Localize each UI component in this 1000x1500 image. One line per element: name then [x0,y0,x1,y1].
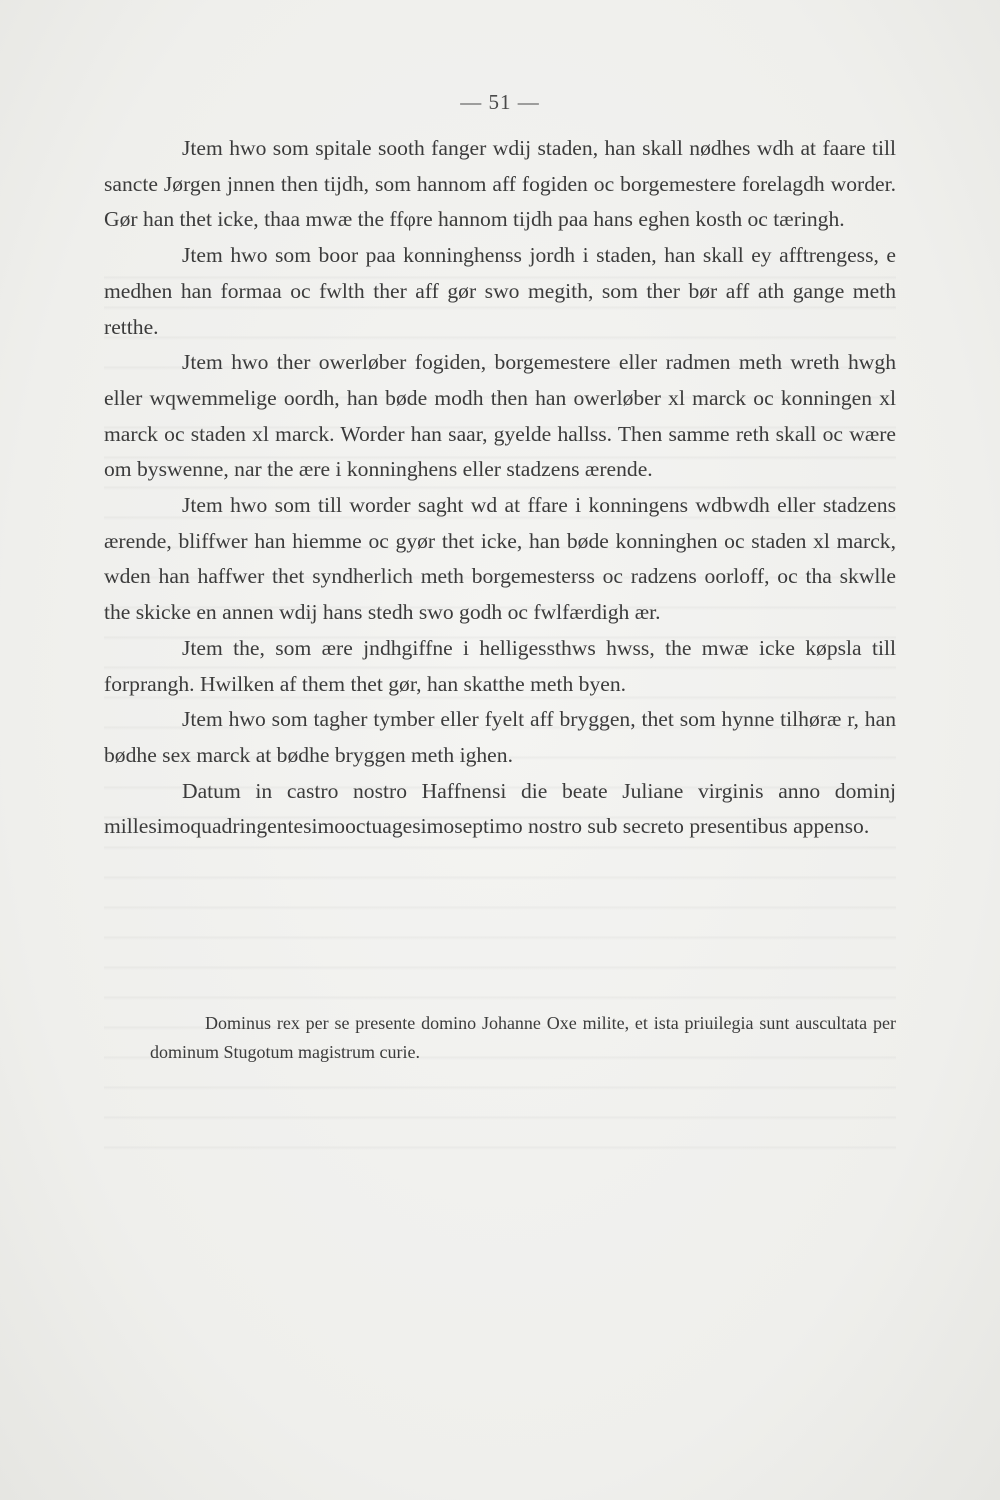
paragraph-konninghenss-jordh: Jtem hwo som boor paa konninghenss jordh i staden, han skall ey afftrengess, e medhen han formaa oc fwlth ther aff gør swo megith, som ther bør aff ath gange meth retthe. [104,243,896,339]
paragraph-datum: Datum in castro nostro Haffnensi die beate Juliane virginis anno dominj millesimoquadringentesimooctuagesimoseptimo nostro sub secreto presentibus appenso. [104,778,896,839]
paragraph-bryggen: Jtem hwo som tagher tymber eller fyelt aff bryggen, thet som hynne tilhøræ r, han bødhe sex marck at bødhe bryggen meth ighen. [104,707,896,767]
paragraph-konningens-wdbwdh: Jtem hwo som till worder saght wd at ffare i konningens wdbwdh eller stadzens ærende, bliffwer han hiemme oc gyør thet icke, han bøde konninghen oc staden xl marck, wden han haffwer thet syndherlich meth borgemesterss oc radzens oorloff, oc tha skwlle the skicke en annen wdij hans stedh swo godh oc fwlfærdigh ær. [104,493,896,625]
attestation-text: Dominus rex per se presente domino Johanne Oxe milite, et ista priuilegia sunt auscultata per dominum Stugotum magistrum curie. [150,1013,896,1062]
page-number: — 51 — [460,90,540,114]
paragraph-owerlober-fogiden: Jtem hwo ther owerløber fogiden, borgemestere eller radmen meth wreth hwgh eller wqwemmelige oordh, han bøde modh then han owerløber xl marck oc konningen xl marck oc staden xl marck. Worder han saar, gyelde hallss. Then samme reth skall oc wære om byswenne, nar the ære i konninghens eller stadzens ærende. [104,350,896,482]
attestation-note [150,1009,896,1067]
paragraph-helligessthws-hwss: Jtem the, som ære jndhgiffne i helligessthws hwss, the mwæ icke køpsla till forprangh. Hwilken af them thet gør, han skatthe meth byen. [104,635,896,696]
paragraph-spitale: Jtem hwo som spitale sooth fanger wdij staden, han skall nødhes wdh at faare till sancte Jørgen jnnen then tijdh, som hannom aff fogiden oc borgemestere forelagdh worder. Gør han thet icke, thaa mwæ the ffφre hannom tijdh paa hans eghen kosth oc tæringh. [104,136,896,232]
document-body [104,131,896,845]
